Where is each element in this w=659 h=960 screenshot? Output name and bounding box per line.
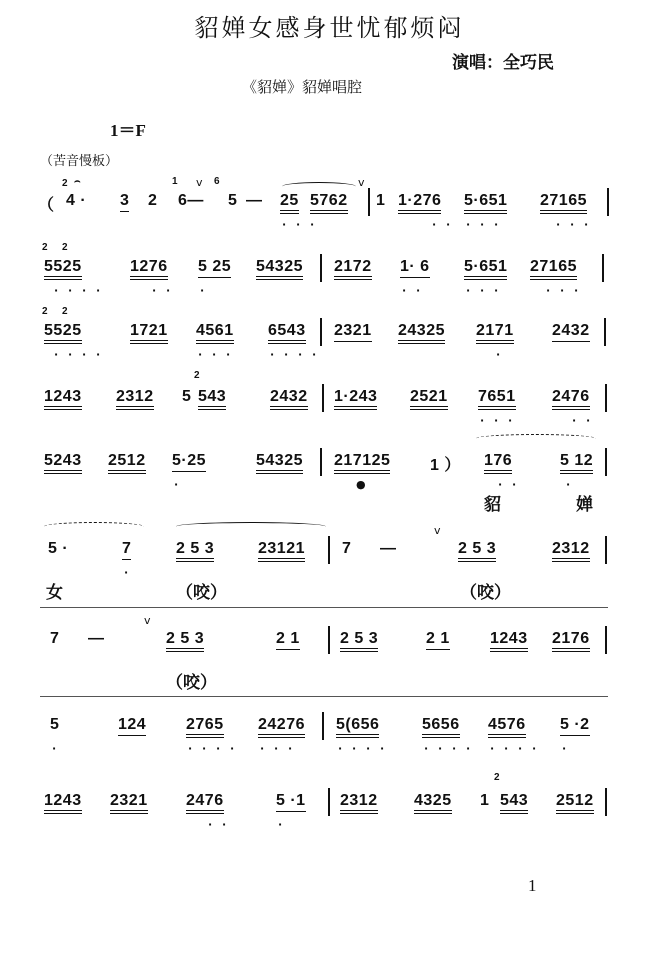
score-system-6 — [0, 524, 659, 603]
bar-line — [320, 254, 322, 282]
bar-line — [605, 384, 607, 412]
octave-dots: · · · · — [270, 348, 320, 361]
grace-note: 2 — [42, 306, 48, 317]
note-group: 2512 — [556, 792, 594, 814]
bar-line — [328, 788, 330, 816]
bar-line — [607, 188, 609, 216]
note-group: 6— — [178, 192, 204, 209]
note-group: 24276 — [258, 716, 305, 738]
note-group: 1 — [376, 192, 386, 209]
note-group: 24325 — [398, 322, 445, 344]
note-group: 2321 — [334, 322, 372, 342]
note-group: 4561 — [196, 322, 234, 344]
note-group: 5243 — [44, 452, 82, 474]
note-group: — — [88, 630, 105, 647]
note-group: 27165 — [530, 258, 577, 280]
octave-dots: · · — [572, 414, 594, 427]
score-system-7 — [0, 614, 659, 693]
octave-dots: · · · — [260, 742, 296, 755]
note-group: 5·25 — [172, 452, 206, 472]
lyric-vocable: （咬） — [166, 673, 217, 693]
note-group: 7 — [50, 630, 60, 647]
note-group: 2432 — [552, 322, 590, 342]
bar-line — [605, 448, 607, 476]
grace-note: 2 — [42, 242, 48, 253]
note-group: 3 — [120, 192, 129, 212]
bar-line — [605, 788, 607, 816]
note-group: 2171 — [476, 322, 514, 344]
grace-note: 2 — [62, 178, 68, 189]
octave-dots: · · · · — [54, 284, 104, 297]
note-group: 2476 — [186, 792, 224, 814]
score-system-1 — [0, 176, 659, 231]
score-system-4 — [0, 370, 659, 427]
song-title: 貂婵女感身世忧郁烦闷 — [194, 14, 465, 42]
octave-dots: · · · — [282, 218, 318, 231]
breath-mark: v — [196, 176, 203, 189]
bar-line — [320, 318, 322, 346]
octave-dots: · · · · — [188, 742, 238, 755]
note-group: 1 — [480, 792, 490, 809]
bar-line — [604, 318, 606, 346]
octave-dots: · · · · — [338, 742, 388, 755]
lyric-char: 婵 — [576, 495, 593, 515]
divider-line — [40, 607, 608, 608]
octave-dots: · — [174, 478, 182, 491]
lyric-vocable: （咬） — [176, 583, 227, 603]
octave-dots: · — [278, 818, 286, 831]
octave-dots: · — [566, 478, 574, 491]
fermata-mark: ⌢ — [74, 176, 81, 187]
note-group: 1243 — [44, 792, 82, 814]
note-group: 217125 — [334, 452, 390, 474]
note-group: 5·651 — [464, 192, 507, 214]
bar-line — [328, 626, 330, 654]
octave-dots: · · — [152, 284, 174, 297]
grace-note: 2 — [194, 370, 200, 381]
note-group: 2312 — [116, 388, 154, 410]
note-group: 1276 — [130, 258, 168, 280]
lyric-char: 女 — [46, 583, 63, 603]
grace-note: 6 — [214, 176, 220, 187]
octave-dots: · · · — [546, 284, 582, 297]
octave-dots: · · · · — [424, 742, 474, 755]
note-group: 2 — [148, 192, 158, 209]
octave-dots: · · — [498, 478, 520, 491]
octave-dots: ● — [356, 478, 369, 491]
grace-note: 1 — [172, 176, 178, 187]
note-group: 124 — [118, 716, 146, 736]
note-group: 176 — [484, 452, 512, 474]
note-group: 1·243 — [334, 388, 377, 410]
note-group: 5 25 — [198, 258, 231, 278]
note-group: 2476 — [552, 388, 590, 410]
note-group: 7651 — [478, 388, 516, 410]
slur — [176, 522, 326, 531]
note-group: 4576 — [488, 716, 526, 738]
breath-mark: v — [434, 524, 441, 537]
note-group: 5762 — [310, 192, 348, 214]
note-group: 2 5 3 — [458, 540, 496, 562]
octave-dots: · · · — [198, 348, 234, 361]
score-system-3 — [0, 306, 659, 361]
octave-dots: · · · — [480, 414, 516, 427]
octave-dots: · · · · — [490, 742, 540, 755]
note-group: 2 1 — [426, 630, 450, 650]
note-group: 5525 — [44, 258, 82, 280]
octave-dots: · · · · — [54, 348, 104, 361]
note-group: 5525 — [44, 322, 82, 344]
opera-source: 《貂婵》貂婵唱腔 — [242, 78, 363, 96]
note-group: 2312 — [552, 540, 590, 562]
note-group: 5 12 — [560, 452, 593, 474]
note-group: 7 — [342, 540, 352, 557]
note-group: 23121 — [258, 540, 305, 562]
note-group: 2176 — [552, 630, 590, 652]
note-group: 27165 — [540, 192, 587, 214]
note-group: 7 — [122, 540, 131, 560]
note-group: 4325 — [414, 792, 452, 814]
key-signature: 1＝F — [110, 121, 146, 140]
breath-mark: v — [144, 614, 151, 627]
phrase-slur — [44, 522, 144, 531]
singer-credit: 演唱：全巧民 — [452, 53, 554, 73]
score-system-9 — [0, 772, 659, 831]
note-group: 1· 6 — [400, 258, 430, 278]
octave-dots: · — [200, 284, 208, 297]
bar-line — [368, 188, 370, 216]
note-group: 543 — [198, 388, 226, 410]
note-group: 1 ） — [430, 457, 461, 474]
bar-line — [320, 448, 322, 476]
score-system-5 — [0, 446, 659, 515]
bar-line — [322, 384, 324, 412]
octave-dots: · — [124, 566, 132, 579]
grace-note: 2 — [62, 306, 68, 317]
slur — [282, 182, 356, 191]
phrase-slur — [476, 434, 596, 443]
octave-dots: · · · — [556, 218, 592, 231]
note-group: 2 5 3 — [340, 630, 378, 652]
note-group: 5 · — [48, 540, 69, 557]
octave-dots: · · — [402, 284, 424, 297]
note-group: 5 — [228, 192, 238, 209]
divider-line — [40, 696, 608, 697]
breath-mark: v — [358, 176, 365, 189]
octave-dots: · · · — [466, 284, 502, 297]
note-group: 2521 — [410, 388, 448, 410]
note-group: 1·276 — [398, 192, 441, 214]
note-group: 2765 — [186, 716, 224, 738]
tempo-marking: （苦音慢板） — [40, 154, 119, 169]
lyric-vocable: （咬） — [460, 583, 511, 603]
grace-note: 2 — [494, 772, 500, 783]
note-group: 2172 — [334, 258, 372, 280]
note-group: 2 1 — [276, 630, 300, 650]
score-system-2 — [0, 242, 659, 297]
note-group: 1243 — [44, 388, 82, 410]
octave-dots: · · — [432, 218, 454, 231]
note-group: 2312 — [340, 792, 378, 814]
page-number: 1 — [528, 876, 537, 895]
bar-line — [328, 536, 330, 564]
note-group: 5 ·1 — [276, 792, 306, 812]
note-group: 5 ·2 — [560, 716, 590, 736]
note-group: 543 — [500, 792, 528, 814]
note-group: 2 5 3 — [176, 540, 214, 562]
note-group: 5·651 — [464, 258, 507, 280]
note-group: 1721 — [130, 322, 168, 344]
octave-dots: · — [496, 348, 504, 361]
note-group: 2432 — [270, 388, 308, 410]
note-group: — — [246, 192, 263, 209]
lyric-char: 貂 — [484, 495, 501, 515]
note-group: 2321 — [110, 792, 148, 814]
note-group: — — [380, 540, 397, 557]
grace-note: 2 — [62, 242, 68, 253]
note-group: 5 — [182, 388, 192, 405]
note-group: 5656 — [422, 716, 460, 738]
octave-dots: · · — [208, 818, 230, 831]
note-group: 2512 — [108, 452, 146, 474]
bar-line — [322, 712, 324, 740]
note-group: 2 5 3 — [166, 630, 204, 652]
note-group: （ — [38, 197, 55, 214]
note-group: 6543 — [268, 322, 306, 344]
note-group: 25 — [280, 192, 299, 214]
octave-dots: · · · — [466, 218, 502, 231]
note-group: 54325 — [256, 258, 303, 280]
note-group: 4 · — [66, 192, 87, 209]
note-group: 54325 — [256, 452, 303, 474]
bar-line — [602, 254, 604, 282]
bar-line — [605, 626, 607, 654]
note-group: 1243 — [490, 630, 528, 652]
bar-line — [605, 536, 607, 564]
octave-dots: · — [562, 742, 570, 755]
note-group: 5(656 — [336, 716, 379, 738]
octave-dots: · — [52, 742, 60, 755]
note-group: 5 — [50, 716, 60, 733]
score-system-8 — [0, 710, 659, 755]
